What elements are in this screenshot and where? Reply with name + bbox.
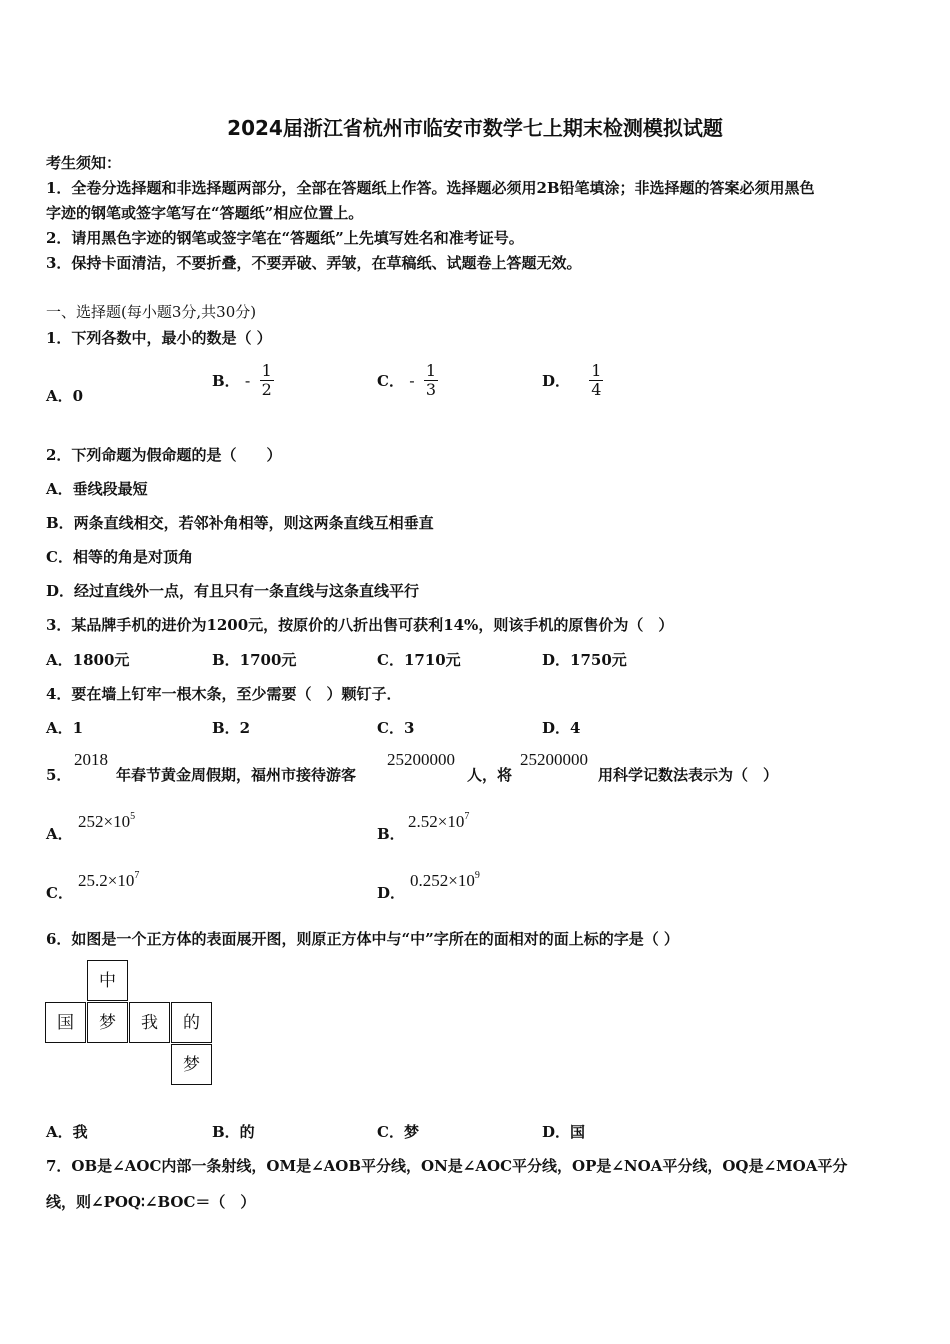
notice-line-1: 1．全卷分选择题和非选择题两部分，全部在答题纸上作答。选择题必须用2B铅笔填涂；非选择题的答案必须用黑色 <box>46 179 815 197</box>
q7-line-1: 7．OB是∠AOC内部一条射线，OM是∠AOB平分线，ON是∠AOC平分线，OP是∠NOA平分线，OQ是∠MOA平分 <box>46 1157 848 1175</box>
notice-line-3: 2．请用黑色字迹的钢笔或签字笔在“答题纸”上先填写姓名和准考证号。 <box>46 229 524 247</box>
q1-option-d <box>542 362 603 399</box>
q1-b-numerator: 1 <box>261 361 272 380</box>
q2-option-b: B．两条直线相交，若邻补角相等，则这两条直线互相垂直 <box>46 514 434 532</box>
q4-stem: 4．要在墙上钉牢一根木条，至少需要（ ）颗钉子． <box>46 685 402 703</box>
section-heading: 一、选择题(每小题3分,共30分) <box>46 303 257 321</box>
q3-option-d: D．1750元 <box>542 651 627 669</box>
q6-option-c: C．梦 <box>377 1123 419 1141</box>
q5-a-label: A． <box>46 825 73 843</box>
q5-option-a <box>78 811 135 832</box>
q5-text-3: 用科学记数法表示为（ ） <box>598 766 779 784</box>
q5-b-label: B． <box>377 825 405 843</box>
q5-text-2: 人，将 <box>467 766 513 784</box>
q2-option-c: C．相等的角是对顶角 <box>46 548 193 566</box>
page-title: 2024届浙江省杭州市临安市数学七上期末检测模拟试题 <box>227 116 723 140</box>
q1-d-fraction <box>589 362 603 399</box>
net-cell-row-4: 的 <box>171 1002 212 1043</box>
q1-a-value: 0 <box>72 387 84 405</box>
q4-option-a: A．1 <box>46 719 84 737</box>
q5-c-label: C． <box>46 884 73 902</box>
q6-option-d: D．国 <box>542 1123 586 1141</box>
q3-option-b: B．1700元 <box>212 651 297 669</box>
notice-line-2: 字迹的钢笔或签字笔写在“答题纸”相应位置上。 <box>46 204 364 222</box>
net-cell-top: 中 <box>87 960 128 1001</box>
q1-c-numerator: 1 <box>425 361 437 380</box>
q5-d-label: D． <box>377 884 406 902</box>
q1-option-b <box>212 362 274 399</box>
q6-option-a: A．我 <box>46 1123 88 1141</box>
q1-b-fraction <box>260 362 274 399</box>
q5-option-c <box>78 870 139 891</box>
q1-b-label: B． <box>212 372 240 390</box>
net-cell-bottom: 梦 <box>171 1044 212 1085</box>
q5-b-exponent: 7 <box>464 811 470 822</box>
q1-b-denominator: 2 <box>261 380 272 399</box>
q5-a-base: 252×10 <box>78 812 131 831</box>
q5-a-exponent: 5 <box>130 811 136 822</box>
q5-text-1: 年春节黄金周假期，福州市接待游客 <box>116 766 357 784</box>
q5-d-base: 0.252×10 <box>410 871 475 890</box>
q2-option-d: D．经过直线外一点，有且只有一条直线与这条直线平行 <box>46 582 420 600</box>
q1-option-c <box>377 362 438 399</box>
q1-c-label: C． <box>377 372 404 390</box>
q7-line-2: 线，则∠POQ∶∠BOC＝（ ） <box>46 1193 256 1211</box>
q1-d-denominator: 4 <box>591 380 602 399</box>
q6-stem: 6．如图是一个正方体的表面展开图，则原正方体中与“中”字所在的面相对的面上标的字是（ ） <box>46 930 679 948</box>
q5-c-exponent: 7 <box>134 870 140 881</box>
q2-stem: 2．下列命题为假命题的是（ ） <box>46 446 282 464</box>
q4-option-b: B．2 <box>212 719 251 737</box>
q1-c-sign: - <box>409 371 415 390</box>
q3-option-c: C．1710元 <box>377 651 461 669</box>
q3-stem: 3．某品牌手机的进价为1200元，按原价的八折出售可获利14%，则该手机的原售价为（ ） <box>46 616 674 634</box>
q5-number: 5． <box>46 766 72 784</box>
q1-d-numerator: 1 <box>591 361 602 380</box>
q5-value-2: 25200000 <box>520 750 588 769</box>
q6-option-b: B．的 <box>212 1123 255 1141</box>
q5-d-exponent: 9 <box>474 870 480 881</box>
notice-line-4: 3．保持卡面清洁，不要折叠，不要弄破、弄皱，在草稿纸、试题卷上答题无效。 <box>46 254 582 272</box>
q1-d-label: D． <box>542 372 571 390</box>
q1-c-denominator: 3 <box>425 380 437 399</box>
q1-a-label: A． <box>46 387 73 405</box>
q5-value-1: 25200000 <box>387 750 455 769</box>
q5-b-base: 2.52×10 <box>408 812 465 831</box>
notice-heading: 考生须知： <box>46 154 122 172</box>
q3-option-a: A．1800元 <box>46 651 130 669</box>
q1-c-fraction <box>424 362 438 399</box>
q5-option-b <box>408 811 469 832</box>
q5-c-base: 25.2×10 <box>78 871 135 890</box>
net-cell-row-2: 梦 <box>87 1002 128 1043</box>
q1-b-sign: - <box>244 371 251 390</box>
net-cell-row-3: 我 <box>129 1002 170 1043</box>
q1-option-a <box>46 385 83 406</box>
q5-year: 2018 <box>74 750 108 769</box>
q4-option-d: D．4 <box>542 719 581 737</box>
q1-stem: 1．下列各数中，最小的数是（ ） <box>46 329 272 347</box>
q5-option-d <box>410 870 480 891</box>
q4-option-c: C．3 <box>377 719 415 737</box>
q2-option-a: A．垂线段最短 <box>46 480 148 498</box>
net-cell-row-1: 国 <box>45 1002 86 1043</box>
